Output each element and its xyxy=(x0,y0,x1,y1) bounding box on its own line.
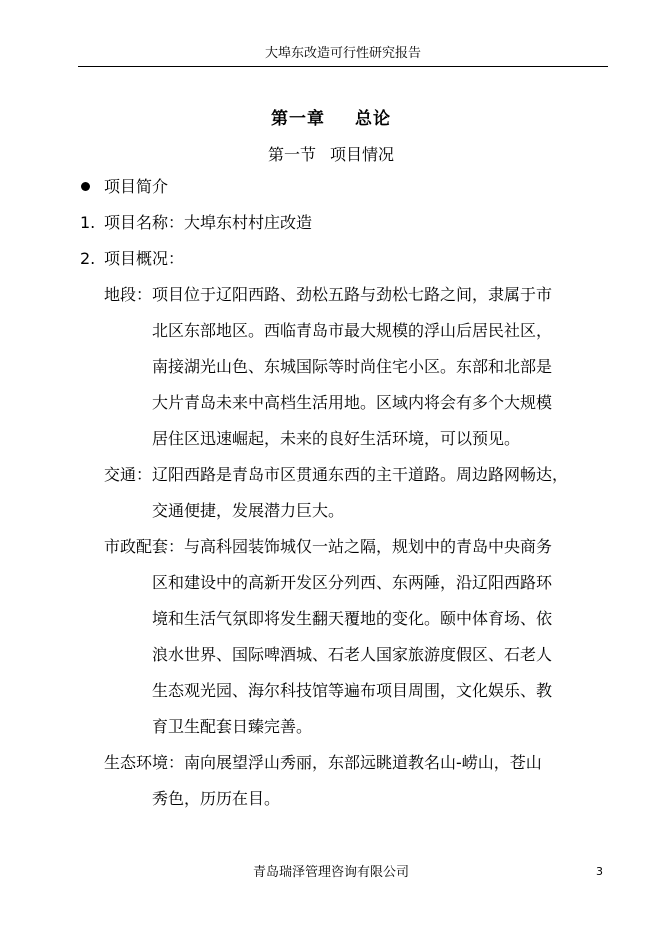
location-line: 大片青岛未来中高档生活用地。区域内将会有多个大规模 xyxy=(152,393,553,412)
bullet-icon xyxy=(81,182,90,191)
municipal-line: 生态观光园、海尔科技馆等遍布项目周围，文化娱乐、教 xyxy=(152,681,553,700)
municipal-line: 市政配套：与高科园装饰城仅一站之隔，规划中的青岛中央商务 xyxy=(104,537,553,556)
municipal-line: 浪水世界、国际啤酒城、石老人国家旅游度假区、石老人 xyxy=(152,645,553,664)
page-number: 3 xyxy=(596,865,603,878)
chapter-title: 总论 xyxy=(355,109,391,129)
location-line: 北区东部地区。西临青岛市最大规模的浮山后居民社区， xyxy=(152,321,553,340)
running-header xyxy=(78,42,608,67)
chapter-label: 第一章 xyxy=(271,109,325,129)
report-title: 大埠东改造可行性研究报告 xyxy=(264,46,421,61)
section-heading xyxy=(0,141,662,169)
chapter-heading xyxy=(0,105,662,133)
ecology-line: 生态环境：南向展望浮山秀丽，东部远眺道教名山-崂山，苍山 xyxy=(104,753,542,772)
section-label: 第一节 xyxy=(267,145,316,164)
bullet-heading: 项目简介 xyxy=(104,177,169,196)
location-line: 居住区迅速崛起，未来的良好生活环境，可以预见。 xyxy=(152,429,521,448)
ecology-line: 秀色，历历在目。 xyxy=(152,789,281,808)
project-name: 项目名称：大埠东村村庄改造 xyxy=(104,213,313,232)
municipal-line: 育卫生配套日臻完善。 xyxy=(152,717,313,736)
list-item-number: 2. xyxy=(80,249,96,268)
traffic-line: 交通：辽阳西路是青岛市区贯通东西的主干道路。周边路网畅达， xyxy=(104,465,569,484)
section-title: 项目情况 xyxy=(330,145,395,164)
list-item-number: 1. xyxy=(80,213,96,232)
municipal-line: 区和建设中的高新开发区分列西、东两陲，沿辽阳西路环 xyxy=(152,573,553,592)
traffic-line: 交通便捷，发展潜力巨大。 xyxy=(152,501,345,520)
location-line: 南接湖光山色、东城国际等时尚住宅小区。东部和北部是 xyxy=(152,357,553,376)
municipal-line: 境和生活气氛即将发生翻天覆地的变化。颐中体育场、依 xyxy=(152,609,553,628)
project-overview-label: 项目概况： xyxy=(104,249,185,268)
location-line: 地段：项目位于辽阳西路、劲松五路与劲松七路之间，隶属于市 xyxy=(104,285,553,304)
footer-company: 青岛瑞泽管理咨询有限公司 xyxy=(252,865,409,880)
